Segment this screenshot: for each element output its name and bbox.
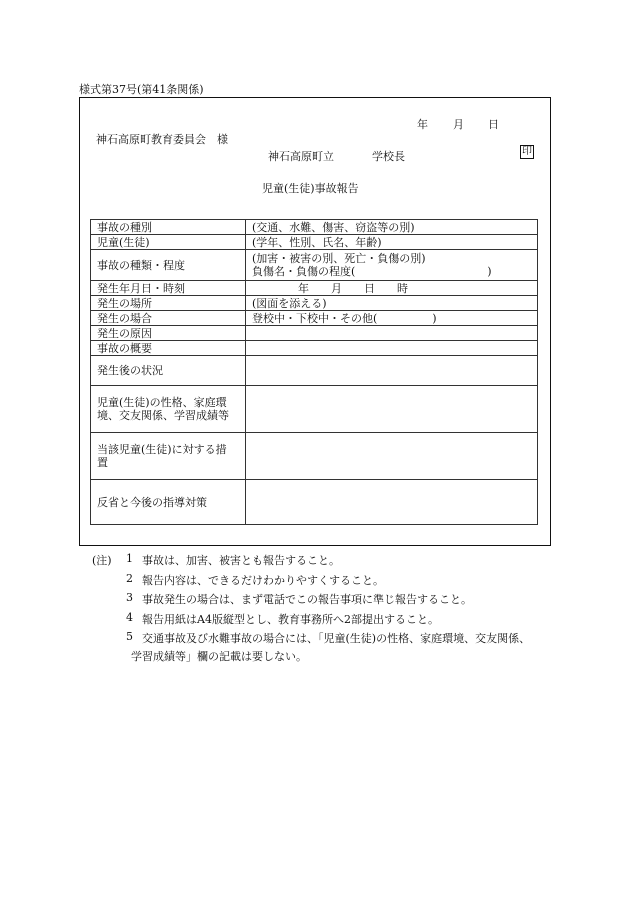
row-label: [91, 386, 246, 433]
sender-school: 神石高原町立: [268, 150, 334, 163]
row-value: 登校中・下校中・その他( ): [246, 311, 538, 326]
row-value: (交通、水難、傷害、窃盗等の別): [246, 220, 538, 235]
date-day: 日: [488, 118, 499, 131]
notes-heading: (注): [92, 554, 112, 567]
row-label: 児童(生徒): [91, 235, 246, 250]
date-year: 年: [417, 118, 428, 131]
table-row: [91, 356, 538, 386]
row-label: 発生の場所: [91, 296, 246, 311]
row-label: [91, 433, 246, 480]
row-value: (学年、性別、氏名、年齢): [246, 235, 538, 250]
report-table: [90, 219, 538, 525]
note-text: 報告内容は、できるだけわかりやすくすること。: [142, 574, 384, 587]
row-label-line: 児童(生徒)の性格、家庭環: [97, 396, 227, 409]
row-value-line: 負傷名・負傷の程度( ): [252, 265, 492, 278]
row-value-line: (加害・被害の別、死亡・負傷の別): [252, 252, 426, 265]
addressee: 神石高原町教育委員会 様: [96, 133, 228, 146]
note-number: 3: [126, 591, 133, 604]
table-row: [91, 326, 538, 341]
row-value: [246, 250, 538, 281]
note-number: 4: [126, 611, 133, 624]
report-title: 児童(生徒)事故報告: [262, 182, 359, 195]
table-row: [91, 311, 538, 326]
row-label: 事故の種類・程度: [91, 250, 246, 281]
note-text: 交通事故及び水難事故の場合には、「児童(生徒)の性格、家庭環境、交友関係、: [142, 632, 531, 645]
row-label: 反省と今後の指導対策: [91, 480, 246, 525]
row-label: 発生の場合: [91, 311, 246, 326]
row-label-line: 境、交友関係、学習成績等: [97, 409, 229, 422]
date-month: 月: [453, 118, 464, 131]
table-row: [91, 296, 538, 311]
note-number: 5: [126, 630, 133, 643]
row-label: 発生後の状況: [91, 356, 246, 386]
row-value: [246, 326, 538, 341]
table-row: [91, 281, 538, 296]
row-label: 事故の概要: [91, 341, 246, 356]
row-value: [246, 386, 538, 433]
row-label-line: 当該児童(生徒)に対する措: [97, 443, 227, 456]
row-label: 発生年月日・時刻: [91, 281, 246, 296]
row-label: 事故の種別: [91, 220, 246, 235]
row-value: [246, 341, 538, 356]
note-text: 事故は、加害、被害とも報告すること。: [142, 554, 340, 567]
table-row: [91, 341, 538, 356]
row-value: [246, 356, 538, 386]
form-number: 様式第37号(第41条関係): [79, 83, 204, 96]
row-label: 発生の原因: [91, 326, 246, 341]
row-value: [246, 480, 538, 525]
note-text: 報告用紙はA4版縦型とし、教育事務所へ2部提出すること。: [142, 613, 439, 626]
table-row: [91, 386, 538, 433]
note-text-continued: 学習成績等」欄の記載は要しない。: [131, 650, 307, 663]
seal-mark: 印: [522, 146, 532, 157]
row-label-line: 置: [97, 456, 108, 469]
note-number: 1: [126, 552, 133, 565]
table-row: [91, 235, 538, 250]
table-row: [91, 433, 538, 480]
row-value: 年 月 日 時: [246, 281, 538, 296]
table-row: [91, 480, 538, 525]
table-row: [91, 250, 538, 281]
note-number: 2: [126, 572, 133, 585]
row-value: (図面を添える): [246, 296, 538, 311]
note-text: 事故発生の場合は、まず電話でこの報告事項に準じ報告すること。: [142, 593, 472, 606]
table-row: [91, 220, 538, 235]
row-value: [246, 433, 538, 480]
sender-title: 学校長: [372, 150, 405, 163]
